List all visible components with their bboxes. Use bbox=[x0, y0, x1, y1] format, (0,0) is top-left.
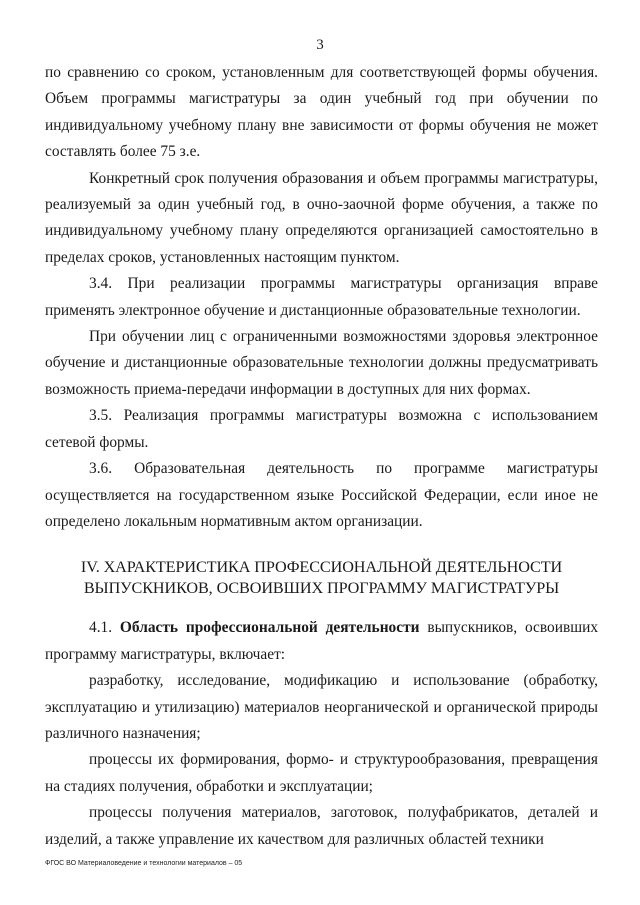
paragraph-term-volume: Конкретный срок получения образования и объем программы магистратуры, реализуемый за один учебный год, в очно-заочной форме обучения, а также по индивидуальному учебному плану определяются организацией самостоятельно в пределах сроков, установленных настоящим пунктом. bbox=[45, 169, 598, 266]
list-item-formation: процессы их формирования, формо- и структурообразования, превращения на стадиях получения, обработки и эксплуатации; bbox=[45, 751, 598, 795]
paragraph-4-1-prefix: 4.1. bbox=[89, 619, 120, 637]
section-heading-line-2: ВЫПУСКНИКОВ, ОСВОИВШИХ ПРОГРАММУ МАГИСТРАТУРЫ bbox=[83, 579, 560, 598]
page-number: 3 bbox=[316, 37, 324, 53]
page-content bbox=[45, 60, 598, 853]
paragraph-continuation: по сравнению со сроком, установленным для соответствующей формы обучения. Объем программы магистратуры за один учебный год при обучении по индивидуальному учебному плану вне зависимости от формы обучения не может составлять более 75 з.е. bbox=[45, 64, 598, 161]
paragraph-3-6: 3.6. Образовательная деятельность по программе магистратуры осуществляется на государственном языке Российской Федерации, если иное не определено локальным нормативным актом организации. bbox=[45, 460, 598, 530]
section-heading bbox=[45, 557, 598, 599]
paragraph-3-5: 3.5. Реализация программы магистратуры возможна с использованием сетевой формы. bbox=[45, 407, 598, 451]
list-item-development: разработку, исследование, модификацию и использование (обработку, эксплуатацию и утилизацию) материалов неорганической и органической природы различного назначения; bbox=[45, 672, 598, 742]
paragraph-4-1 bbox=[45, 615, 598, 668]
paragraph-disabilities: При обучении лиц с ограниченными возможностями здоровья электронное обучение и дистанционные образовательные технологии должны предусматривать возможность приема-передачи информации в доступных для них формах. bbox=[45, 328, 598, 398]
paragraph-4-1-bold: Область профессиональной деятельности bbox=[119, 619, 420, 637]
list-item-production: процессы получения материалов, заготовок, полуфабрикатов, деталей и изделий, а также управление их качеством для различных областей техники bbox=[45, 804, 598, 848]
paragraph-3-4: 3.4. При реализации программы магистратуры организация вправе применять электронное обучение и дистанционные образовательные технологии. bbox=[45, 275, 598, 319]
page-footer: ФГОС ВО Материаловедение и технологии материалов – 05 bbox=[45, 860, 243, 867]
section-heading-line-1: IV. ХАРАКТЕРИСТИКА ПРОФЕССИОНАЛЬНОЙ ДЕЯТЕЛЬНОСТИ bbox=[80, 558, 563, 577]
paragraph-4-1-rest: выпускников, освоивших программу магистратуры, включает: bbox=[45, 619, 599, 663]
